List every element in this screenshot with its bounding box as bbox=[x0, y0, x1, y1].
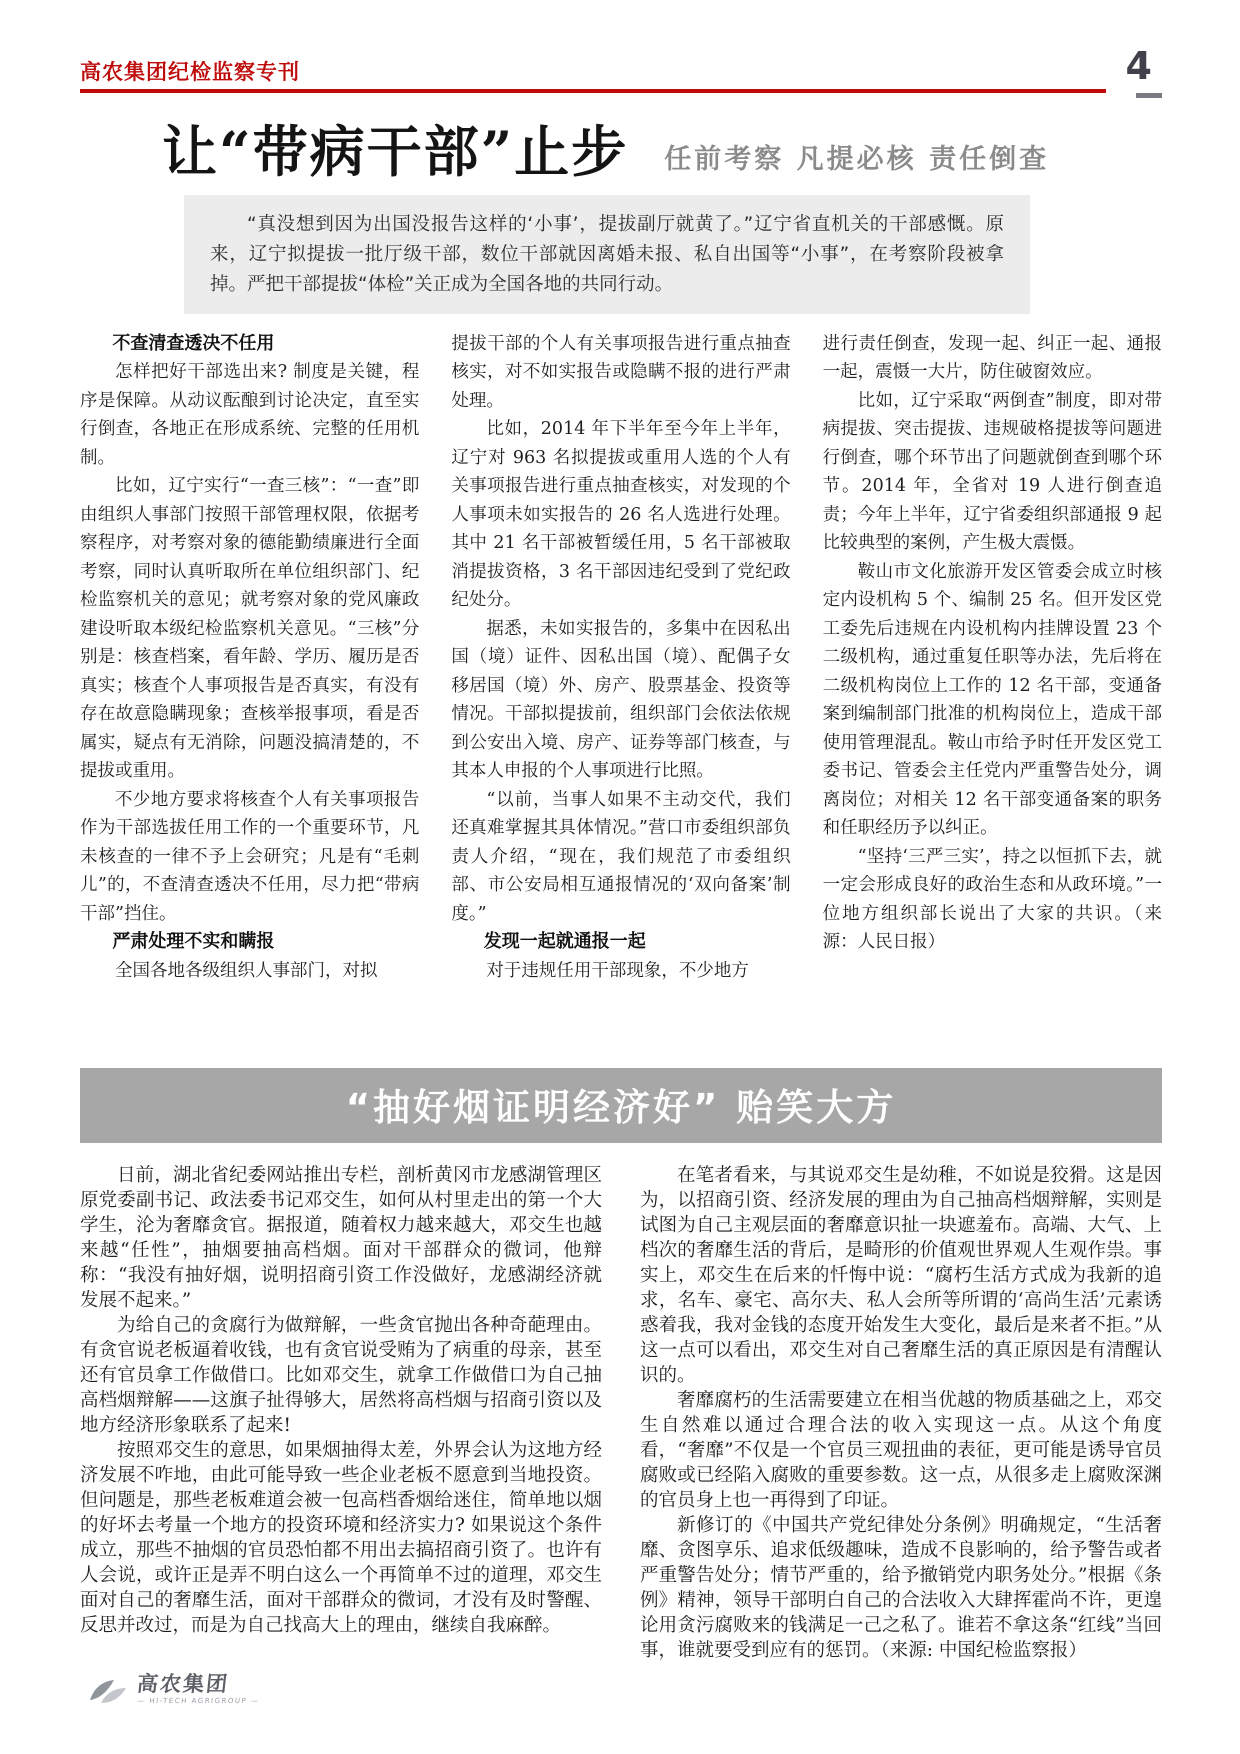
masthead-row bbox=[80, 44, 1162, 110]
article1-headline: 让“带病干部”止步 bbox=[162, 119, 629, 184]
footer bbox=[88, 1673, 1162, 1707]
article2-paragraph: 奢靡腐朽的生活需要建立在相当优越的物质基础之上，邓交生自然难以通过合理合法的收入实现这一点。从这个角度看，“奢靡”不仅是一个官员三观扭曲的表征，更可能是诱导官员腐败或已经陷入腐败的重要参数。这一点，从很多走上腐败深渊的官员身上也一再得到了印证。 bbox=[640, 1389, 1162, 1511]
article1-intro-text: “真没想到因为出国没报告这样的‘小事’，提拔副厅就黄了。”辽宁省直机关的干部感慨。原来，辽宁拟提拔一批厅级干部，数位干部就因离婚未报、私自出国等“小事”，在考察阶段被拿掉。严把干部提拔“体检”关正成为全国各地的共同行动。 bbox=[210, 213, 1004, 295]
article1-paragraph: 据悉，未如实报告的，多集中在因私出国（境）证件、因私出国（境）、配偶子女移居国（境）外、房产、股票基金、投资等情况。干部拟提拔前，组织部门会依法依规到公安出入境、房产、证券等部门核查，与其本人申报的个人事项进行比照。 bbox=[451, 618, 791, 781]
article1-paragraph: 提拔干部的个人有关事项报告进行重点抽查核实，对不如实报告或隐瞒不报的进行严肃处理。 bbox=[451, 333, 791, 411]
article2-paragraph: 新修订的《中国共产党纪律处分条例》明确规定，“生活奢靡、贪图享乐、追求低级趣味，造成不良影响的，给予警告或者严重警告处分；情节严重的，给予撤销党内职务处分。”根据《条例》精神，领导干部明白自己的合法收入大肆挥霍尚不许，更遑论用贪污腐败来的钱满足一己之私了。谁若不拿这条“红线”当回事，谁就要受到应有的惩罚。（来源: 中国纪检监察报） bbox=[640, 1514, 1162, 1661]
article1-subhead-2: 严肃处理不实和瞒报 bbox=[112, 931, 275, 952]
article1-paragraph: “坚持‘三严三实’，持之以恒抓下去，就一定会形成良好的政治生态和从政环境。”一位地方组织部长说出了大家的共识。（来源：人民日报） bbox=[822, 846, 1162, 952]
article1-paragraph: 比如，辽宁实行“一查三核”：“一查”即由组织人事部门按照干部管理权限，依据考察程序，对考察对象的德能勤绩廉进行全面考察，同时认真听取所在单位组织部门、纪检监察机关的意见；就考察对象的党风廉政建设听取本级纪检监察机关意见。“三核”分别是：核查档案，看年龄、学历、履历是否真实；核查个人事项报告是否真实，有没有存在故意隐瞒现象；查核举报事项，看是否属实，疑点有无消除，问题没搞清楚的，不提拔或重用。 bbox=[80, 476, 420, 781]
page-number: 4 bbox=[1125, 44, 1152, 88]
article2-column-1 bbox=[80, 1163, 602, 1663]
masthead-rule bbox=[80, 89, 1106, 93]
leaf-icon bbox=[88, 1673, 130, 1707]
article1-paragraph: 全国各地各级组织人事部门，对拟 bbox=[115, 960, 378, 981]
article2-columns bbox=[80, 1163, 1162, 1663]
article1-column-1 bbox=[80, 330, 419, 1044]
article1-paragraph: 不少地方要求将核查个人有关事项报告作为干部选拔任用工作的一个重要环节，凡未核查的一律不予上会研究；凡是有“毛刺儿”的，不查清查透决不任用，尽力把“带病干部”挡住。 bbox=[80, 789, 420, 924]
article1-columns bbox=[80, 330, 1162, 1044]
article2-headline-banner bbox=[80, 1068, 1162, 1143]
article1-column-2 bbox=[451, 330, 790, 1044]
article2-column-2 bbox=[640, 1163, 1162, 1663]
article2-paragraph: 按照邓交生的意思，如果烟抽得太差，外界会认为这地方经济发展不咋地，由此可能导致一些企业老板不愿意到当地投资。但问题是，那些老板难道会被一包高档香烟给迷住，简单地以烟的好坏去考量一个地方的投资环境和经济实力? 如果说这个条件成立，那些不抽烟的官员恐怕都不用出去搞招商引资了。也许有人会说，或许正是弄不明白这么一个再简单不过的道理，邓交生面对自己的奢靡生活，面对干部群众的微词，才没有及时警醒、反思并改过，而是为自己找高大上的理由，继续自我麻醉。 bbox=[80, 1439, 602, 1636]
article2-paragraph: 为给自己的贪腐行为做辩解，一些贪官抛出各种奇葩理由。有贪官说老板逼着收钱，也有贪官说受贿为了病重的母亲，甚至还有官员拿工作做借口。比如邓交生，就拿工作做借口为自己抽高档烟辩解——这旗子扯得够大，居然将高档烟与招商引资以及地方经济形象联系了起来! bbox=[80, 1314, 602, 1436]
article1-headline-row bbox=[80, 119, 1162, 184]
company-logo-subtext: — HI-TECH AGRIGROUP — bbox=[136, 1697, 260, 1705]
article1-intro-box bbox=[184, 195, 1030, 314]
article2-paragraph: 在笔者看来，与其说邓交生是幼稚，不如说是狡猾。这是因为，以招商引资、经济发展的理由为自己抽高档烟辩解，实则是试图为自己主观层面的奢靡意识扯一块遮羞布。高端、大气、上档次的奢靡生活的背后，是畸形的价值观世界观人生观作祟。事实上，邓交生在后来的忏悔中说：“腐朽生活方式成为我新的追求，名车、豪宅、高尔夫、私人会所等所谓的‘高尚生活’元素诱惑着我，我对金钱的态度开始发生大变化，最后是来者不拒。”从这一点可以看出，邓交生对自己奢靡生活的真正原因是有清醒认识的。 bbox=[640, 1164, 1162, 1386]
company-logo-text: 高农集团 bbox=[135, 1672, 231, 1696]
masthead-title: 高农集团纪检监察专刊 bbox=[80, 60, 300, 84]
article-cadre-inspection bbox=[80, 119, 1162, 1044]
article1-subhead-3: 发现一起就通报一起 bbox=[483, 931, 646, 952]
article2-headline: “抽好烟证明经济好” 贻笑大方 bbox=[345, 1085, 897, 1129]
company-logo bbox=[137, 1674, 259, 1705]
article1-column-3 bbox=[823, 330, 1162, 1044]
article1-paragraph: 对于违规任用干部现象，不少地方 bbox=[486, 960, 749, 981]
page-number-rule bbox=[1136, 93, 1162, 98]
article1-paragraph: 怎样把好干部选出来? 制度是关键，程序是保障。从动议酝酿到讨论决定，直至实行倒查，各地正在形成系统、完整的任用机制。 bbox=[80, 362, 420, 468]
article1-kicker: 任前考察 凡提必核 责任倒查 bbox=[664, 143, 1050, 175]
article1-paragraph: 鞍山市文化旅游开发区管委会成立时核定内设机构 5 个、编制 25 名。但开发区党工委先后违规在内设机构内挂牌设置 23 个二级机构，通过重复任职等办法，先后将在二级机构岗位上工作的 12 名干部，变通备案到编制部门批准的机构岗位上，造成干部使用管理混乱。鞍山市给予时任开发区党工委书记、管委会主任党内严重警告处分，调离岗位；对相关 12 名干部变通备案的职务和任职经历予以纠正。 bbox=[822, 561, 1162, 838]
article1-paragraph: 比如，辽宁采取“两倒查”制度，即对带病提拔、突击提拔、违规破格提拔等问题进行倒查，哪个环节出了问题就倒查到哪个环节。2014 年，全省对 19 人进行倒查追责；今年上半年，辽宁省委组织部通报 9 起比较典型的案例，产生极大震慑。 bbox=[822, 390, 1162, 553]
article1-paragraph: 比如，2014 年下半年至今年上半年，辽宁对 963 名拟提拔或重用人选的个人有关事项报告进行重点抽查核实，对发现的个人事项未如实报告的 26 名人选进行处理。其中 21 名干部被暂缓任用，5 名干部被取消提拔资格，3 名干部因违纪受到了党纪政纪处分。 bbox=[451, 419, 791, 610]
article1-paragraph: “以前，当事人如果不主动交代，我们还真难掌握其具体情况。”营口市委组织部负责人介绍，“现在，我们规范了市委组织部、市公安局相互通报情况的‘双向备案’制度。” bbox=[451, 789, 791, 924]
article2-paragraph: 日前，湖北省纪委网站推出专栏，剖析黄冈市龙感湖管理区原党委副书记、政法委书记邓交生，如何从村里走出的第一个大学生，沦为奢靡贪官。据报道，随着权力越来越大，邓交生也越来越“任性”，抽烟要抽高档烟。面对干部群众的微词，他辩称：“我没有抽好烟，说明招商引资工作没做好，龙感湖经济就发展不起来。” bbox=[80, 1164, 602, 1311]
article1-paragraph: 进行责任倒查，发现一起、纠正一起、通报一起，震慑一大片，防住破窗效应。 bbox=[822, 333, 1162, 382]
article-smoking-commentary bbox=[80, 1068, 1162, 1663]
article1-subhead-1: 不查清查透决不任用 bbox=[112, 332, 275, 354]
